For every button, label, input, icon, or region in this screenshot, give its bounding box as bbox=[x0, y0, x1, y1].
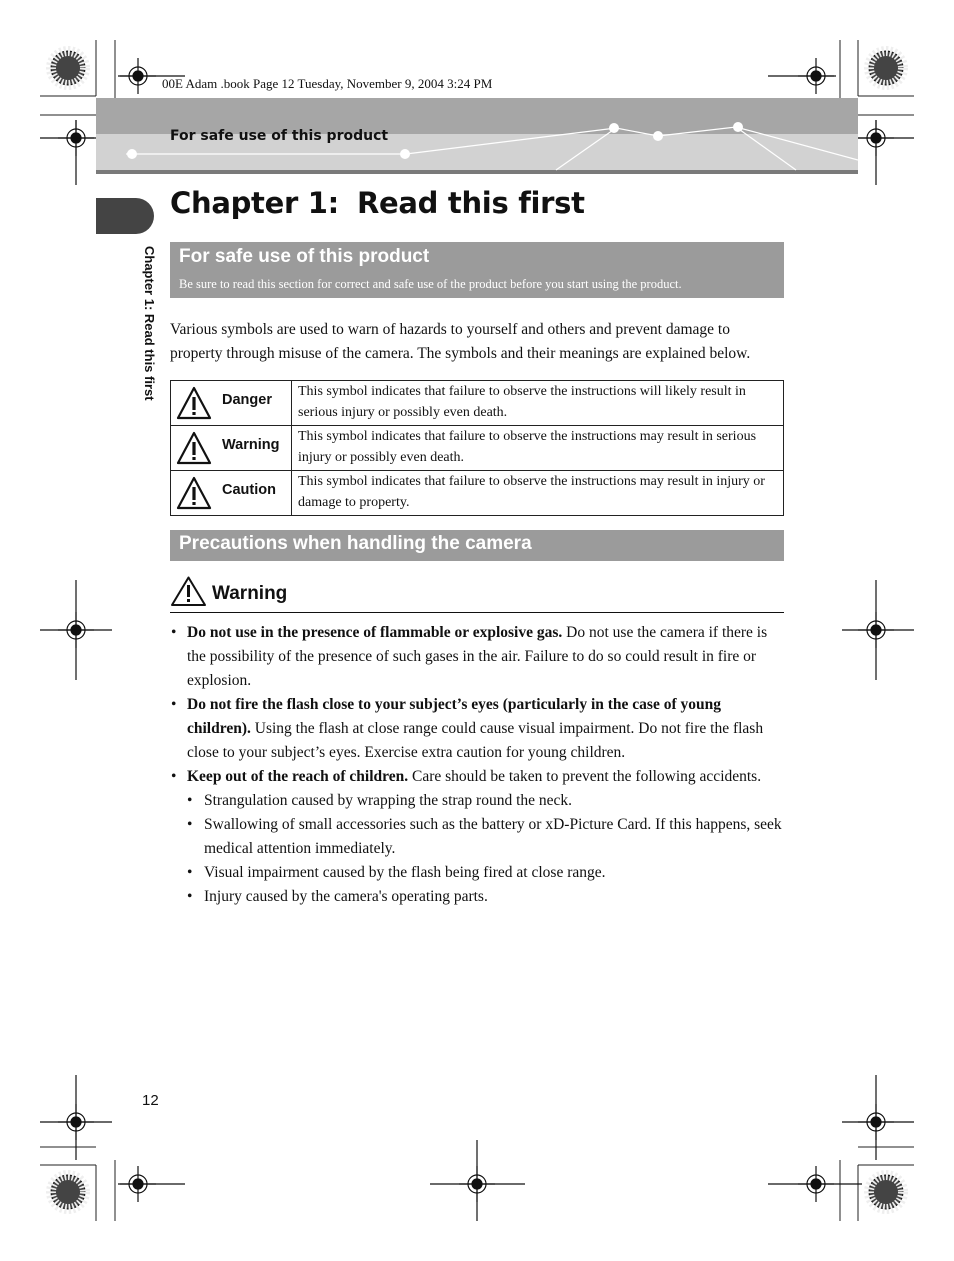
list-item: • Swallowing of small accessories such as the battery or xD-Picture Card. If this happens, seek medical attention immediately. bbox=[170, 813, 784, 861]
section-subtitle: Be sure to read this section for correct and safe use of the product before you start using the product. bbox=[179, 277, 682, 291]
symbol-label: Caution bbox=[222, 482, 276, 498]
list-item: • Strangulation caused by wrapping the strap round the neck. bbox=[170, 789, 784, 813]
warning-triangle-icon bbox=[176, 476, 212, 510]
running-header-title: For safe use of this product bbox=[170, 128, 389, 144]
list-item: • Do not use in the presence of flammable or explosive gas. Do not use the camera if there is the possibility of the presence of such gases in the air. Failure to do so could result in fire or explosion. bbox=[170, 621, 784, 693]
chapter-tab bbox=[96, 198, 154, 234]
table-row bbox=[171, 426, 784, 471]
list-item: • Do not fire the flash close to your subject’s eyes (particularly in the case of young children). Using the flash at close range could cause visual impairment. Do not fire the flash close to your subject’s eyes. Exercise extra caution for young children. bbox=[170, 693, 784, 765]
symbol-table bbox=[170, 380, 784, 516]
table-row bbox=[171, 381, 784, 426]
side-chapter-label: Chapter 1: Read this first bbox=[142, 246, 157, 401]
section-header-precautions bbox=[170, 530, 784, 561]
symbol-description: This symbol indicates that failure to observe the instructions will likely result in serious injury or possibly even death. bbox=[292, 381, 784, 426]
page-number: 12 bbox=[142, 1092, 159, 1109]
warning-list bbox=[170, 621, 784, 909]
intro-paragraph: Various symbols are used to warn of hazards to yourself and others and prevent damage to property through misuse of the camera. The symbols and their meanings are explained below. bbox=[170, 321, 751, 362]
warning-triangle-icon bbox=[176, 431, 212, 465]
symbol-label: Warning bbox=[222, 437, 280, 453]
warning-heading bbox=[170, 576, 784, 613]
section-title: For safe use of this product bbox=[179, 246, 430, 267]
warning-heading-text: Warning bbox=[212, 583, 288, 604]
list-item: • Keep out of the reach of children. Care should be taken to prevent the following accidents. bbox=[170, 765, 784, 789]
symbol-label: Danger bbox=[222, 392, 272, 408]
symbol-description: This symbol indicates that failure to observe the instructions may result in injury or damage to property. bbox=[292, 471, 784, 516]
chapter-number: Chapter 1: bbox=[170, 186, 339, 220]
print-metadata: 00E Adam .book Page 12 Tuesday, November 9, 2004 3:24 PM bbox=[162, 76, 493, 91]
list-item: • Injury caused by the camera's operating parts. bbox=[170, 885, 784, 909]
list-item: • Visual impairment caused by the flash being fired at close range. bbox=[170, 861, 784, 885]
table-row bbox=[171, 471, 784, 516]
symbol-description: This symbol indicates that failure to observe the instructions may result in serious injury or possibly even death. bbox=[292, 426, 784, 471]
chapter-name: Read this first bbox=[356, 186, 585, 220]
chapter-title bbox=[170, 186, 585, 220]
section-header-safe-use bbox=[170, 242, 784, 298]
warning-triangle-icon bbox=[170, 576, 207, 607]
section-title: Precautions when handling the camera bbox=[179, 533, 532, 554]
warning-triangle-icon bbox=[176, 386, 212, 420]
